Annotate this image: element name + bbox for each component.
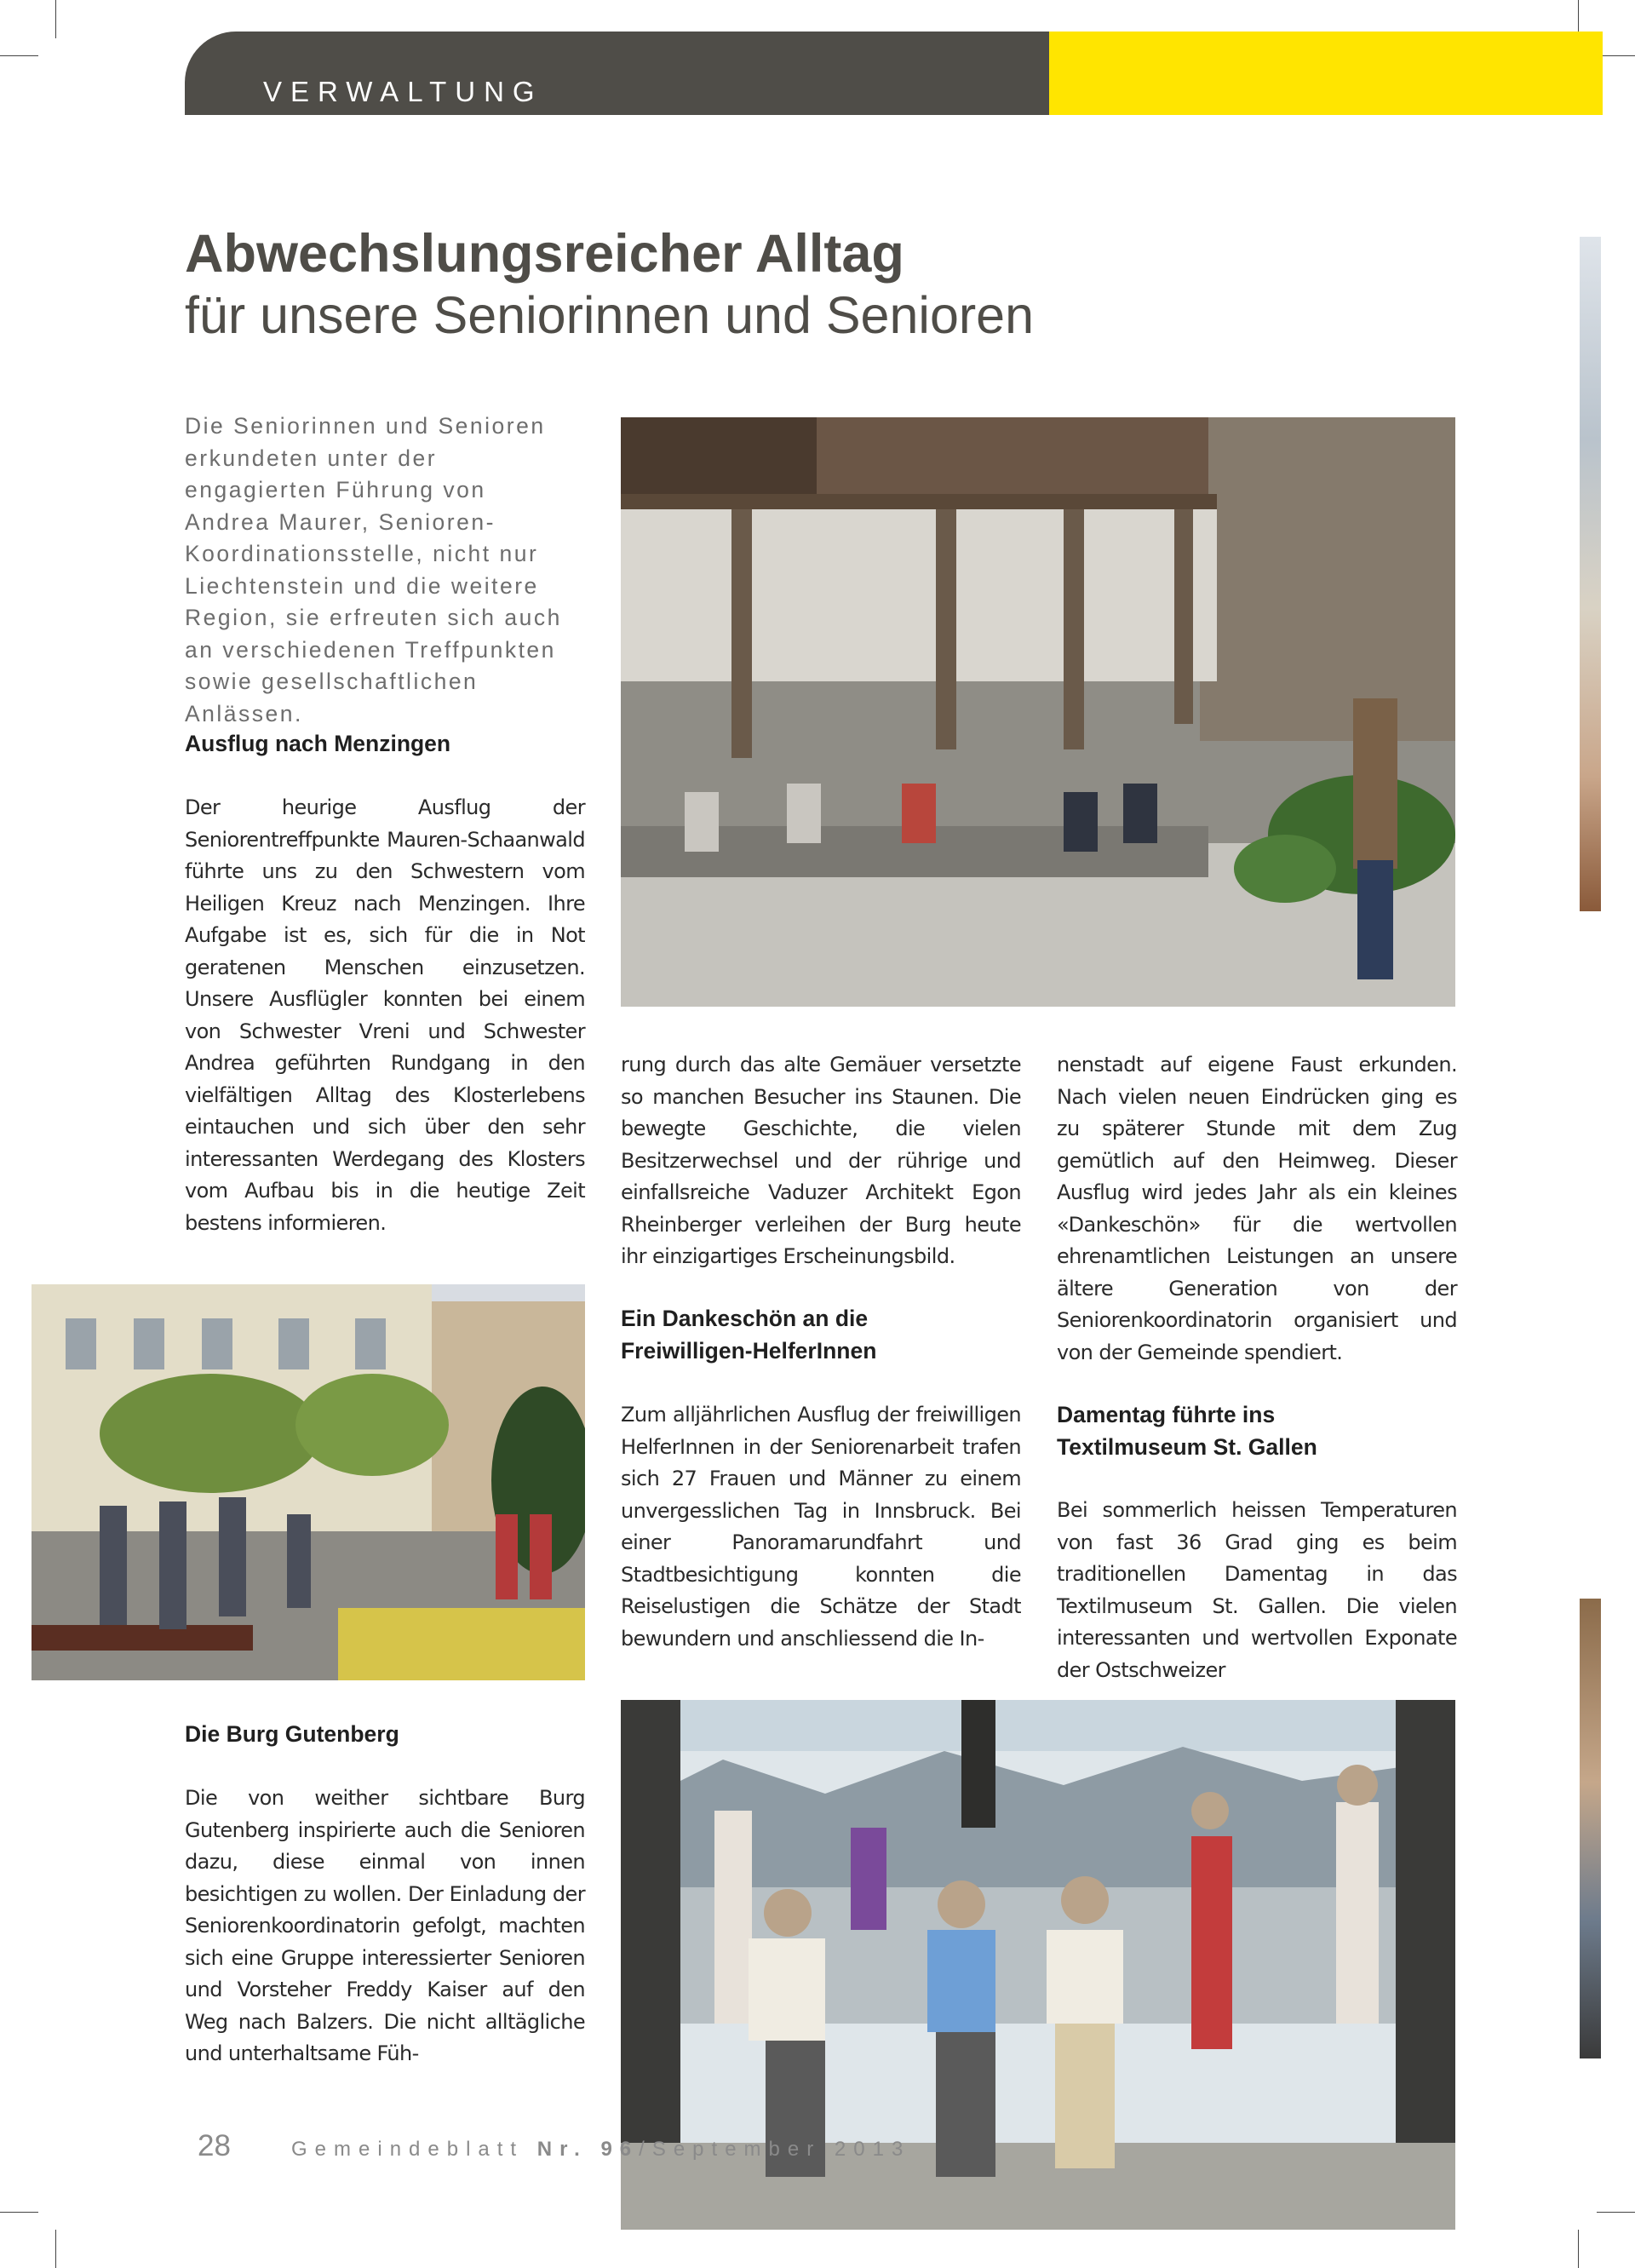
publication-info: Gemeindeblatt Nr. 96/September 2013 bbox=[291, 2138, 911, 2161]
heading-dankeschoen-line-2: Freiwilligen-HelferInnen bbox=[621, 1337, 877, 1364]
heading-menzingen: Ausflug nach Menzingen bbox=[185, 731, 451, 756]
text-gutenberg-continued: rung durch das alte Gemäuer versetzte so manchen Besucher ins Staunen. Die bewegte Geschichte, die vielen Besitzerwechsel und der rührige und einfallsreiche Vaduzer Architekt Egon Rheinberger verleihen der Burg heute ihr einzigartiges Erscheinungsbild. bbox=[621, 1053, 1021, 1268]
page-edge-image bbox=[1580, 1599, 1601, 2058]
publication-name: Gemeindeblatt bbox=[291, 2138, 525, 2161]
crop-mark bbox=[55, 2230, 56, 2268]
heading-dankeschoen-line-1: Ein Dankeschön an die bbox=[621, 1306, 869, 1331]
heading-dankeschoen bbox=[621, 1303, 876, 1367]
menzingen-image bbox=[32, 1284, 585, 1680]
accent-bar bbox=[1049, 32, 1603, 115]
crop-mark bbox=[1597, 2212, 1635, 2213]
text-menzingen: Der heurige Ausflug der Seniorentreffpunkte Mauren-Schaanwald führte uns zu den Schwestern vom Heiligen Kreuz nach Menzingen. Ihre Aufgabe ist es, sich für die in Not geratenen Menschen einzusetzen. Unsere Ausflügler konnten bei einem von Schwester Vreni und Schwester Andrea geführten Rundgang in den vielfältigen Alltag des Klosterlebens eintauchen und sich über den sehr interessanten Werdegang des Klosters vom Aufbau bis in die heutige Zeit bestens informieren. bbox=[185, 795, 585, 1235]
text-dankeschoen-continued: nenstadt auf eigene Faust erkunden. Nach vielen neuen Eindrücken ging es zu späterer Stunde mit dem Zug gemütlich auf den Heimweg. Dieser Ausflug wird jedes Jahr als ein kleines «Dankeschön» für die wertvollen ehrenamtlichen Leistungen an unsere ältere Generation von der Seniorenkoordinatorin organisiert und von der Gemeinde spendiert. bbox=[1057, 1053, 1457, 1364]
page-edge-image bbox=[1580, 237, 1601, 911]
crop-mark bbox=[0, 55, 38, 56]
heading-gutenberg: Die Burg Gutenberg bbox=[185, 1721, 399, 1747]
lead-paragraph: Die Seniorinnen und Senioren erkundeten unter der engagierten Führung von Andrea Maurer, Senioren-Koordinationsstelle, nicht nur Liechtenstein und die weitere Region, sie erfreuten sich auch an verschiedenen Treffpunkten sowie gesellschaftlichen Anlässen. bbox=[185, 413, 562, 726]
title-line-2: für unsere Seniorinnen und Senioren bbox=[185, 286, 1035, 344]
text-gutenberg: Die von weither sichtbare Burg Gutenberg inspirierte auch die Senioren dazu, diese einmal von innen besichtigen zu wollen. Der Einladung der Seniorenkoordinatorin gefolgt, machten sich eine Gruppe interessierter Senioren und Vorsteher Freddy Kaiser auf den Weg nach Balzers. Die nicht alltägliche und unterhaltsame Füh- bbox=[185, 1786, 585, 2065]
article-title bbox=[185, 223, 1034, 346]
heading-damentag-line-1: Damentag führte ins bbox=[1057, 1402, 1276, 1427]
text-dankeschoen: Zum alljährlichen Ausflug der freiwilligen HelferInnen in der Seniorenarbeit trafen sich 27 Frauen und Männer zu einem unvergesslichen Tag in Innsbruck. Bei einer Panoramarundfahrt und Stadtbesichtigung konnten die Reiselustigen die Schätze der Stadt bewundern und anschliessend die In- bbox=[621, 1403, 1021, 1651]
section-header-bar bbox=[185, 32, 1049, 115]
photo-burg-gutenberg bbox=[621, 417, 1455, 1007]
crop-mark bbox=[0, 2212, 38, 2213]
heading-damentag bbox=[1057, 1399, 1317, 1463]
heading-damentag-line-2: Textilmuseum St. Gallen bbox=[1057, 1433, 1317, 1460]
page-number: 28 bbox=[198, 2129, 231, 2162]
crop-mark bbox=[55, 0, 56, 38]
issue-number: Nr. 96 bbox=[536, 2138, 640, 2161]
text-damentag: Bei sommerlich heissen Temperaturen von fast 36 Grad ging es beim traditionellen Damentag in das Textilmuseum St. Gallen. Die vielen interessanten und wertvollen Exponate der Ostschweizer bbox=[1057, 1498, 1457, 1682]
title-line-1: Abwechslungsreicher Alltag bbox=[185, 224, 904, 284]
burg-gutenberg-image bbox=[621, 417, 1455, 1007]
issue-date: September 2013 bbox=[651, 2138, 911, 2161]
section-label: VERWALTUNG bbox=[263, 76, 543, 107]
crop-mark bbox=[1578, 2230, 1579, 2268]
photo-menzingen bbox=[32, 1284, 585, 1680]
